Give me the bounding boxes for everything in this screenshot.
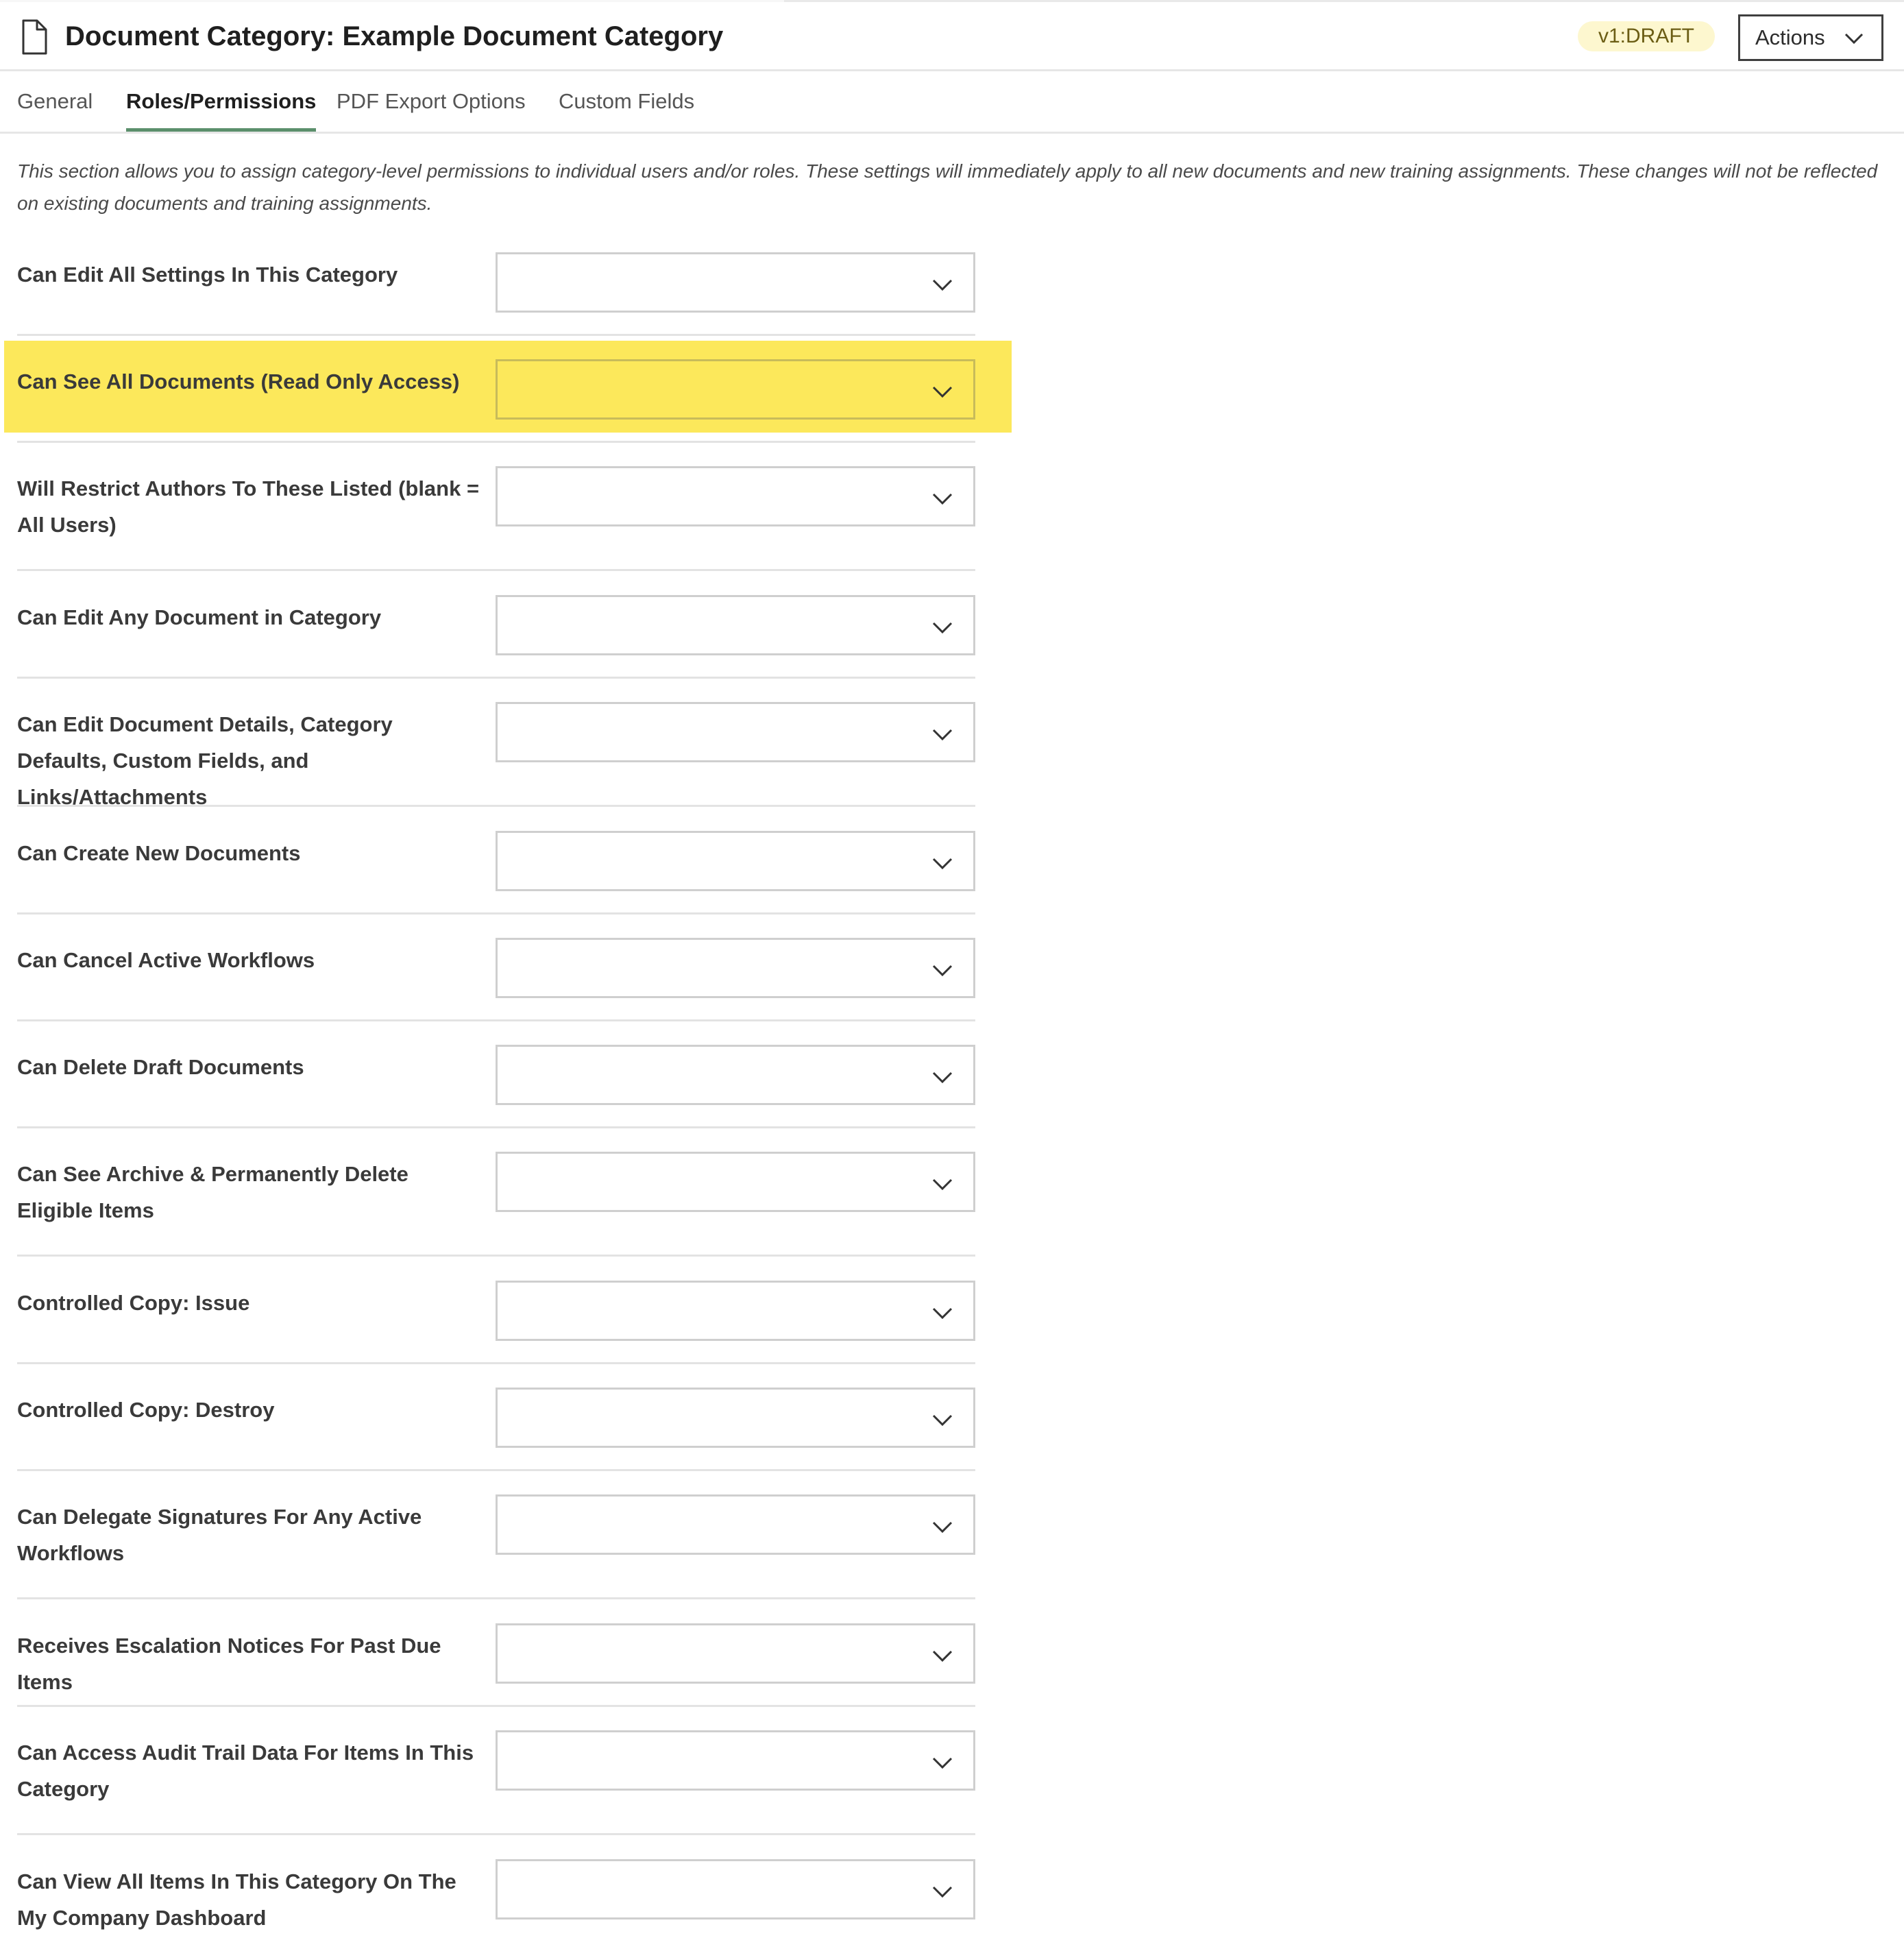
permission-row: [17, 1854, 975, 1938]
permission-row: [17, 1039, 975, 1128]
permission-select[interactable]: [496, 938, 975, 998]
version-badge: v1:DRAFT: [1578, 21, 1715, 51]
chevron-down-icon: [932, 727, 953, 742]
chevron-down-icon: [932, 1070, 953, 1085]
permission-label: Can Cancel Active Workflows: [17, 948, 315, 972]
permission-row: [17, 1382, 975, 1471]
tab-roles-permissions[interactable]: Roles/Permissions: [126, 86, 316, 132]
chevron-down-icon: [932, 1756, 953, 1771]
permission-label: Can Edit Document Details, Category Defaults, Custom Fields, and Links/Attachments: [17, 712, 393, 809]
chevron-down-icon: [932, 492, 953, 507]
permission-select[interactable]: [496, 466, 975, 526]
permission-row: [17, 1146, 975, 1257]
permission-row: [17, 590, 975, 679]
permission-label: Can Edit Any Document in Category: [17, 605, 382, 629]
chevron-down-icon: [932, 1885, 953, 1900]
permission-select[interactable]: [496, 1388, 975, 1448]
permission-select[interactable]: [496, 252, 975, 313]
chevron-down-icon: [932, 385, 953, 400]
permission-label: Can Access Audit Trail Data For Items In This Category: [17, 1741, 474, 1801]
permission-row: [17, 1275, 975, 1364]
permission-label: Can Delete Draft Documents: [17, 1055, 304, 1079]
section-description: This section allows you to assign category-level permissions to individual users and/or roles. These settings will immediately apply to all new documents and new training assignments. These changes will not be reflected on existing documents and training assignments.: [17, 160, 1878, 214]
page-title: Document Category: Example Document Category: [65, 21, 724, 51]
permission-row: [17, 1725, 975, 1835]
chevron-down-icon: [932, 278, 953, 293]
tab-custom-fields[interactable]: Custom Fields: [559, 89, 695, 113]
permission-label: Can Delegate Signatures For Any Active Workflows: [17, 1505, 422, 1565]
permission-row: [17, 1489, 975, 1599]
tab-general[interactable]: General: [17, 89, 93, 113]
chevron-down-icon: [932, 1520, 953, 1535]
chevron-down-icon: [932, 1177, 953, 1192]
permission-label: Controlled Copy: Issue: [17, 1291, 250, 1315]
header: [0, 2, 1904, 71]
permission-label: Can View All Items In This Category On The My Company Dashboard: [17, 1869, 456, 1930]
actions-button[interactable]: [1738, 14, 1883, 61]
chevron-down-icon: [932, 620, 953, 635]
permission-select[interactable]: [496, 1623, 975, 1684]
chevron-down-icon: [932, 1413, 953, 1428]
permission-label: Receives Escalation Notices For Past Due Items: [17, 1634, 441, 1694]
actions-label: Actions: [1755, 25, 1825, 49]
permission-label: Can See All Documents (Read Only Access): [17, 370, 460, 393]
permission-select[interactable]: [496, 1045, 975, 1105]
permission-select[interactable]: [496, 595, 975, 655]
permission-label: Can Edit All Settings In This Category: [17, 263, 398, 287]
permission-select[interactable]: [496, 702, 975, 762]
document-icon: [21, 19, 48, 56]
permission-select[interactable]: [496, 359, 975, 420]
chevron-down-icon: [1844, 30, 1864, 47]
permission-row: [17, 247, 975, 336]
permission-label: Can See Archive & Permanently Delete Eligible Items: [17, 1162, 408, 1222]
permission-row: [17, 697, 975, 807]
chevron-down-icon: [932, 856, 953, 871]
permission-row: [17, 825, 975, 915]
permission-select[interactable]: [496, 831, 975, 891]
permission-select[interactable]: [496, 1730, 975, 1791]
permission-label: Can Create New Documents: [17, 841, 301, 865]
tab-bar: [0, 71, 1904, 134]
permission-row: [17, 461, 975, 571]
permission-select[interactable]: [496, 1281, 975, 1341]
permission-select[interactable]: [496, 1494, 975, 1555]
permission-label: Controlled Copy: Destroy: [17, 1398, 275, 1422]
tab-pdf-export-options[interactable]: PDF Export Options: [337, 89, 526, 113]
permission-label: Will Restrict Authors To These Listed (blank = All Users): [17, 476, 480, 537]
permission-row: [17, 932, 975, 1021]
permission-row: [17, 1618, 975, 1707]
chevron-down-icon: [932, 963, 953, 978]
chevron-down-icon: [932, 1649, 953, 1664]
permission-select[interactable]: [496, 1152, 975, 1212]
permission-select[interactable]: [496, 1859, 975, 1919]
permission-row: [17, 354, 975, 443]
chevron-down-icon: [932, 1306, 953, 1321]
